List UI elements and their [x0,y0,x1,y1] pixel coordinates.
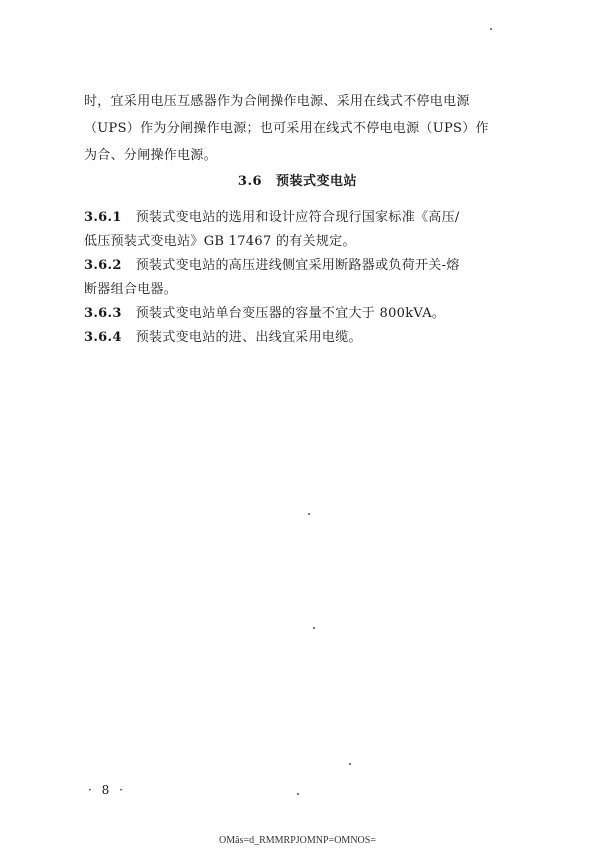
clause-number: 3.6.2 [84,258,122,273]
section-title: 预装式变电站 [276,174,358,189]
clause-text-line: 预装式变电站的高压进线侧宜采用断路器或负荷开关-熔 [135,258,460,273]
clause-3-6-4 [84,326,529,350]
scan-speck [349,763,351,765]
clause-text-line: 低压预装式变电站》GB 17467 的有关规定。 [84,234,356,249]
clause-3-6-1 [84,206,529,254]
clause-text-line: 预装式变电站的进、出线宜采用电缆。 [135,330,362,345]
clause-text-line: 断器组合电器。 [84,282,178,297]
intro-line-3: 为合、分闸操作电源。 [84,148,218,163]
clause-number: 3.6.1 [84,210,122,225]
clause-3-6-2 [84,254,529,302]
footer-code: OMâs=d_RMMRPJOMNP=OMNOS= [219,835,376,846]
section-heading [0,172,595,192]
page-number: · 8 · [88,783,126,797]
clause-text-line: 预装式变电站单台变压器的容量不宜大于 800kVA。 [135,306,446,321]
scan-speck [490,28,492,30]
clause-text-line: 预装式变电站的选用和设计应符合现行国家标准《高压/ [135,210,460,225]
section-number: 3.6 [237,174,263,189]
scan-speck [308,513,310,515]
intro-line-2: （UPS）作为分闸操作电源；也可采用在线式不停电电源（UPS）作 [84,121,489,136]
clause-number: 3.6.3 [84,306,122,321]
scan-speck [297,793,299,795]
clause-3-6-3 [84,302,529,326]
clause-number: 3.6.4 [84,330,122,345]
intro-line-1: 时，宜采用电压互感器作为合闸操作电源、采用在线式不停电电源 [84,94,470,109]
intro-paragraph [84,88,524,169]
scan-speck [313,627,315,629]
